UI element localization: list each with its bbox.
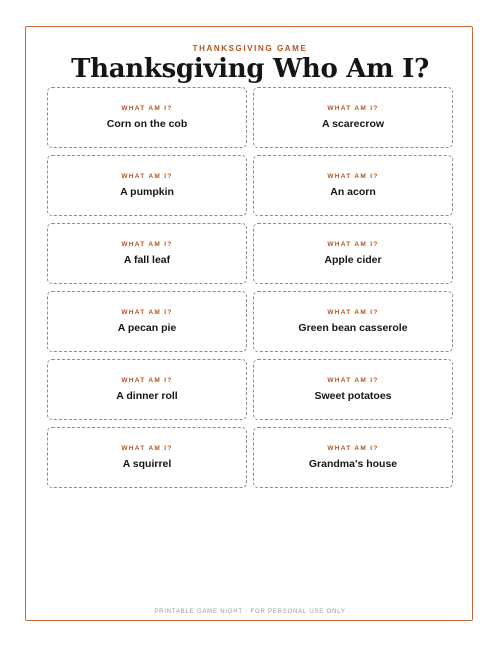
eyebrow-label: THANKSGIVING GAME (192, 44, 308, 53)
card-5 (47, 223, 247, 284)
card-answer: A scarecrow (321, 118, 385, 130)
page-title: Thanksgiving Who Am I? (71, 54, 429, 84)
card-answer: Grandma's house (308, 458, 398, 470)
card-3 (47, 155, 247, 216)
card-7 (47, 291, 247, 352)
card-answer: Green bean casserole (298, 322, 408, 334)
card-answer: Corn on the cob (106, 118, 188, 130)
card-label: WHAT AM I? (327, 173, 379, 180)
card-answer: Sweet potatoes (314, 390, 392, 402)
card-12 (253, 427, 453, 488)
card-label: WHAT AM I? (327, 377, 379, 384)
card-label: WHAT AM I? (327, 241, 379, 248)
card-label: WHAT AM I? (121, 445, 173, 452)
card-label: WHAT AM I? (327, 105, 379, 112)
card-answer: A fall leaf (123, 254, 171, 266)
card-9 (47, 359, 247, 420)
card-answer: A pecan pie (117, 322, 177, 334)
card-grid (47, 87, 453, 488)
card-label: WHAT AM I? (121, 173, 173, 180)
card-4 (253, 155, 453, 216)
card-label: WHAT AM I? (121, 309, 173, 316)
card-label: WHAT AM I? (121, 105, 173, 112)
card-6 (253, 223, 453, 284)
card-answer: A squirrel (122, 458, 172, 470)
card-label: WHAT AM I? (327, 309, 379, 316)
card-11 (47, 427, 247, 488)
card-answer: A pumpkin (120, 186, 174, 198)
card-label: WHAT AM I? (121, 241, 173, 248)
card-10 (253, 359, 453, 420)
card-1 (47, 87, 247, 148)
card-answer: A dinner roll (116, 390, 178, 402)
card-8 (253, 291, 453, 352)
card-2 (253, 87, 453, 148)
card-answer: An acorn (330, 186, 376, 198)
card-label: WHAT AM I? (121, 377, 173, 384)
card-answer: Apple cider (324, 254, 382, 266)
card-label: WHAT AM I? (327, 445, 379, 452)
footer-note: PRINTABLE GAME NIGHT · FOR PERSONAL USE ONLY (154, 609, 346, 615)
